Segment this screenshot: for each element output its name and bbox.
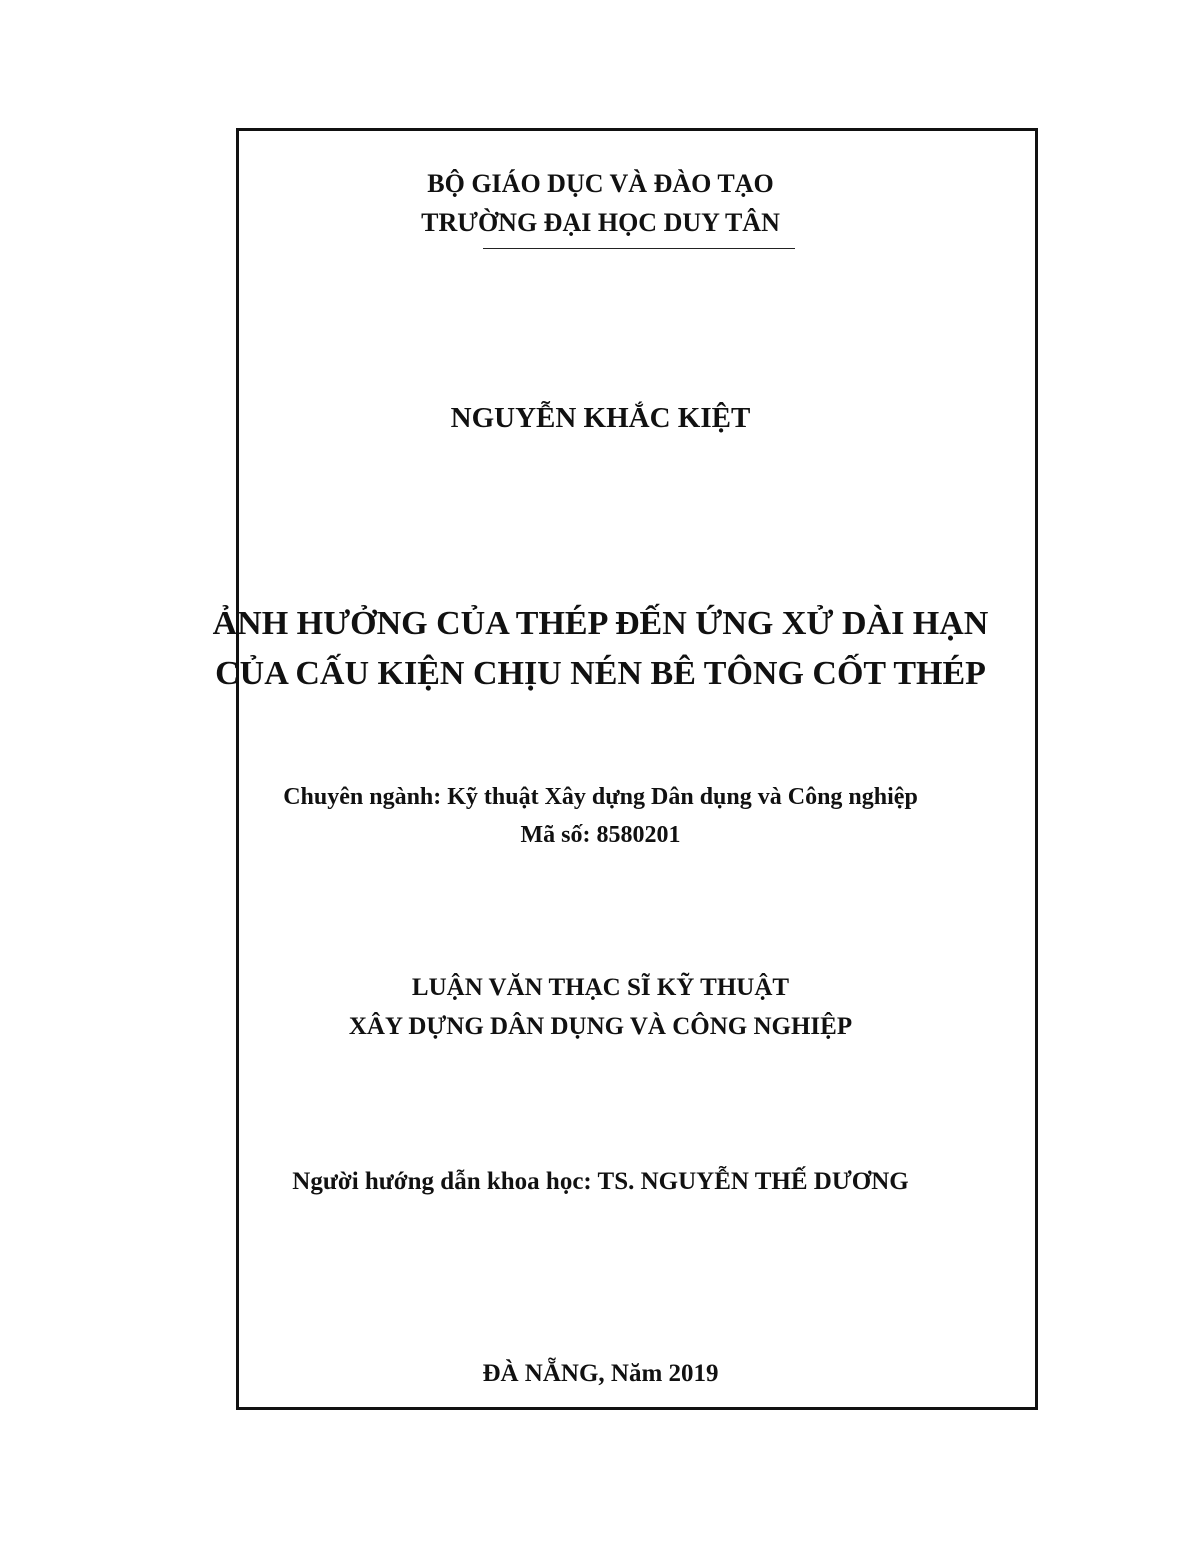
specialization-major: Chuyên ngành: Kỹ thuật Xây dựng Dân dụng và Công nghiệp bbox=[283, 784, 918, 810]
ministry-name: BỘ GIÁO DỤC VÀ ĐÀO TẠO bbox=[427, 169, 774, 198]
place-year: ĐÀ NẴNG, Năm 2019 bbox=[482, 1360, 719, 1387]
advisor-line: Người hướng dẫn khoa học: TS. NGUYỄN THẾ DƯƠNG bbox=[292, 1168, 909, 1195]
university-name: TRƯỜNG ĐẠI HỌC DUY TÂN bbox=[421, 208, 780, 237]
page-border bbox=[236, 128, 1038, 1410]
header-divider bbox=[483, 248, 795, 249]
degree-line-2: XÂY DỰNG DÂN DỤNG VÀ CÔNG NGHIỆP bbox=[348, 1013, 853, 1040]
author-name: NGUYỄN KHẮC KIỆT bbox=[450, 402, 751, 434]
degree-line-1: LUẬN VĂN THẠC SĨ KỸ THUẬT bbox=[411, 974, 790, 1001]
thesis-title-line-1: ẢNH HƯỞNG CỦA THÉP ĐẾN ỨNG XỬ DÀI HẠN bbox=[212, 605, 989, 642]
specialization-code: Mã số: 8580201 bbox=[520, 822, 681, 848]
thesis-title-line-2: CỦA CẤU KIỆN CHỊU NÉN BÊ TÔNG CỐT THÉP bbox=[215, 655, 986, 692]
